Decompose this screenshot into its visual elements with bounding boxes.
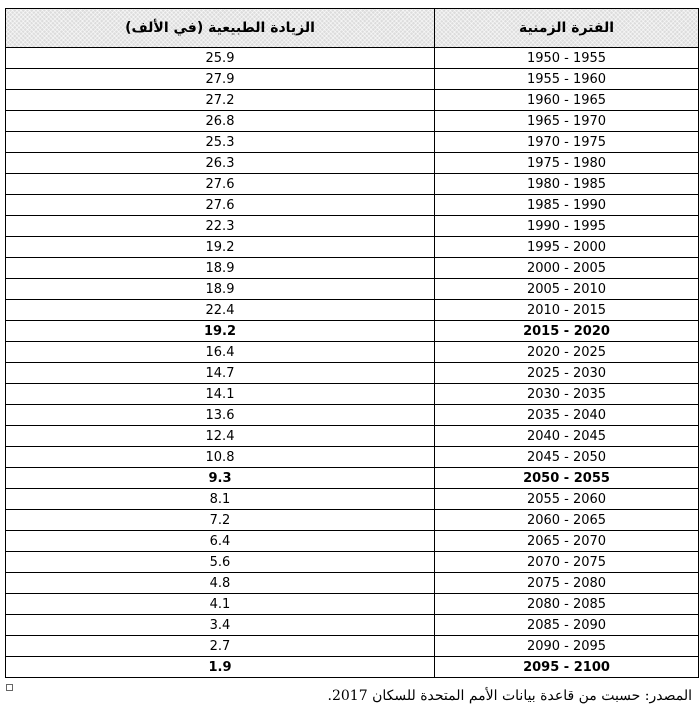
table-row	[6, 552, 699, 573]
table-row	[6, 69, 699, 90]
period-text: 1980 - 1985	[526, 176, 607, 192]
natural-increase-cell: 26.3	[6, 153, 435, 174]
table-row	[6, 657, 699, 678]
period-cell	[435, 426, 699, 447]
period-cell	[435, 573, 699, 594]
natural-increase-cell: 16.4	[6, 342, 435, 363]
source-note: المصدر: حسبت من قاعدة بيانات الأمم المتحدة للسكان 2017.	[327, 688, 692, 704]
table-header-row	[6, 9, 699, 48]
period-text: 2075 - 2080	[526, 575, 607, 591]
table-row	[6, 531, 699, 552]
period-text: 1970 - 1975	[526, 134, 607, 150]
period-text: 2090 - 2095	[526, 638, 607, 654]
period-text: 2065 - 2070	[526, 533, 607, 549]
natural-increase-cell: 3.4	[6, 615, 435, 636]
table-body	[6, 48, 699, 678]
natural-increase-cell: 25.9	[6, 48, 435, 69]
period-text: 1975 - 1980	[526, 155, 607, 171]
period-cell	[435, 69, 699, 90]
table-row	[6, 216, 699, 237]
natural-increase-cell: 27.2	[6, 90, 435, 111]
natural-increase-cell: 4.8	[6, 573, 435, 594]
table-row	[6, 363, 699, 384]
natural-increase-cell: 22.3	[6, 216, 435, 237]
table-row	[6, 111, 699, 132]
table-row	[6, 636, 699, 657]
period-cell	[435, 174, 699, 195]
table-row	[6, 174, 699, 195]
period-cell	[435, 48, 699, 69]
period-cell	[435, 552, 699, 573]
period-text: 1950 - 1955	[526, 50, 607, 66]
natural-increase-cell: 2.7	[6, 636, 435, 657]
period-cell	[435, 300, 699, 321]
natural-increase-cell: 1.9	[6, 657, 435, 678]
natural-increase-cell: 25.3	[6, 132, 435, 153]
natural-increase-cell: 19.2	[6, 321, 435, 342]
period-cell	[435, 237, 699, 258]
table-row	[6, 48, 699, 69]
period-text: 1965 - 1970	[526, 113, 607, 129]
table-row	[6, 195, 699, 216]
natural-increase-cell: 27.9	[6, 69, 435, 90]
table-row	[6, 426, 699, 447]
table-row	[6, 573, 699, 594]
table-row	[6, 90, 699, 111]
table-row	[6, 468, 699, 489]
period-text: 2080 - 2085	[526, 596, 607, 612]
period-text: 2020 - 2025	[526, 344, 607, 360]
period-cell	[435, 615, 699, 636]
period-text: 2030 - 2035	[526, 386, 607, 402]
period-cell	[435, 405, 699, 426]
table-row	[6, 489, 699, 510]
period-text: 2045 - 2050	[526, 449, 607, 465]
natural-increase-cell: 27.6	[6, 174, 435, 195]
natural-increase-cell: 27.6	[6, 195, 435, 216]
table-row	[6, 153, 699, 174]
period-text: 1955 - 1960	[526, 71, 607, 87]
period-text: 2040 - 2045	[526, 428, 607, 444]
natural-increase-cell: 5.6	[6, 552, 435, 573]
period-text: 2015 - 2020	[523, 323, 610, 339]
header-period: الفترة الزمنية	[435, 9, 699, 48]
period-text: 1985 - 1990	[526, 197, 607, 213]
period-cell	[435, 342, 699, 363]
period-cell	[435, 195, 699, 216]
period-cell	[435, 531, 699, 552]
period-text: 2000 - 2005	[526, 260, 607, 276]
table-row	[6, 447, 699, 468]
period-cell	[435, 447, 699, 468]
period-text: 1990 - 1995	[526, 218, 607, 234]
table-row	[6, 258, 699, 279]
period-cell	[435, 279, 699, 300]
period-text: 2085 - 2090	[526, 617, 607, 633]
period-cell	[435, 636, 699, 657]
period-cell	[435, 489, 699, 510]
period-text: 2055 - 2060	[526, 491, 607, 507]
period-text: 2035 - 2040	[526, 407, 607, 423]
period-text: 2050 - 2055	[523, 470, 610, 486]
period-text: 2060 - 2065	[526, 512, 607, 528]
table-row	[6, 342, 699, 363]
period-text: 2070 - 2075	[526, 554, 607, 570]
natural-increase-cell: 13.6	[6, 405, 435, 426]
natural-increase-cell: 26.8	[6, 111, 435, 132]
natural-increase-cell: 6.4	[6, 531, 435, 552]
period-cell	[435, 657, 699, 678]
natural-increase-cell: 19.2	[6, 237, 435, 258]
period-cell	[435, 594, 699, 615]
period-text: 1960 - 1965	[526, 92, 607, 108]
period-text: 2010 - 2015	[526, 302, 607, 318]
natural-increase-cell: 10.8	[6, 447, 435, 468]
period-text: 2095 - 2100	[523, 659, 610, 675]
period-text: 2005 - 2010	[526, 281, 607, 297]
table-row	[6, 321, 699, 342]
table-end-marker	[6, 684, 13, 691]
period-cell	[435, 384, 699, 405]
period-cell	[435, 258, 699, 279]
natural-increase-cell: 14.7	[6, 363, 435, 384]
table-row	[6, 279, 699, 300]
period-cell	[435, 363, 699, 384]
period-cell	[435, 90, 699, 111]
natural-increase-cell: 18.9	[6, 258, 435, 279]
table-row	[6, 615, 699, 636]
table-row	[6, 237, 699, 258]
period-cell	[435, 132, 699, 153]
table-row	[6, 132, 699, 153]
natural-increase-cell: 14.1	[6, 384, 435, 405]
natural-increase-cell: 22.4	[6, 300, 435, 321]
period-cell	[435, 111, 699, 132]
natural-increase-cell: 8.1	[6, 489, 435, 510]
table-row	[6, 300, 699, 321]
header-natural-increase: الزيادة الطبيعية (في الألف)	[6, 9, 435, 48]
natural-increase-cell: 7.2	[6, 510, 435, 531]
period-cell	[435, 216, 699, 237]
natural-increase-cell: 12.4	[6, 426, 435, 447]
period-cell	[435, 321, 699, 342]
period-cell	[435, 468, 699, 489]
natural-increase-table	[5, 8, 699, 678]
natural-increase-cell: 4.1	[6, 594, 435, 615]
table-row	[6, 405, 699, 426]
period-cell	[435, 510, 699, 531]
table-row	[6, 510, 699, 531]
natural-increase-cell: 9.3	[6, 468, 435, 489]
table-row	[6, 384, 699, 405]
period-cell	[435, 153, 699, 174]
period-text: 2025 - 2030	[526, 365, 607, 381]
table-row	[6, 594, 699, 615]
period-text: 1995 - 2000	[526, 239, 607, 255]
natural-increase-cell: 18.9	[6, 279, 435, 300]
